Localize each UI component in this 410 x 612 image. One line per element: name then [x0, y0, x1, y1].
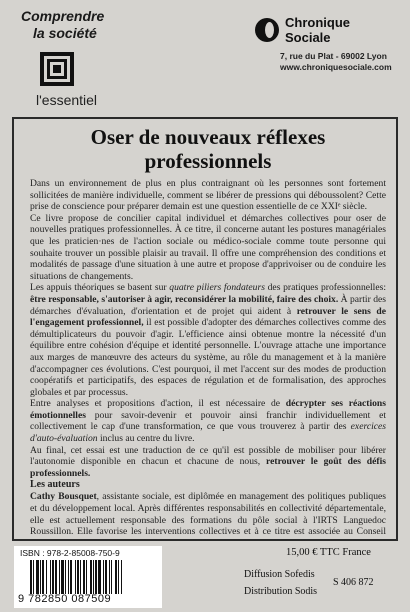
series-line-2: la société [33, 25, 97, 41]
back-cover-text-frame [12, 117, 398, 541]
book-title: Oser de nouveaux réflexes professionnels [90, 125, 326, 173]
paragraph-3: Les appuis théoriques se basent sur quatre piliers fondateurs des pratiques professionnelles: être responsable, s'autoriser à agir, reconsidérer la mobilité, faire des choix. À partir des démarches d'évaluation, d'orientation et de projet qui aident à retrouver le sens de l'engagement professionnel, il est possible d'adopter des démarches collectives comme des démultiplicateurs du pouvoir d'agir. L'efficience ainsi obtenue montre la nécessité d'un équilibre entre cohésion d'équipe et identité personnelle. L'ouvrage attache une importance aux marges de manœuvre des acteurs du système, au rôle du management et à la manière d'accompagner ces évolutions. C'est pourquoi, il met l'accent sur des modes de production coopératifs et participatifs, des espaces de régulation et de formalisation, des approches globales et par processus. [30, 282, 386, 398]
publisher-website[interactable]: www.chroniquesociale.com [280, 62, 392, 72]
price: 15,00 € TTC France [286, 547, 371, 558]
distribution-line-2: Distribution Sodis [244, 586, 318, 597]
collection-name: l'essentiel [36, 92, 98, 108]
publisher-address: 7, rue du Plat - 69002 Lyon [280, 51, 387, 61]
publisher-name: Chronique Sociale [285, 15, 350, 45]
paragraph-4: Entre analyses et propositions d'action, il est nécessaire de décrypter ses réactions émotionnelles pour savoir-devenir et pouvoir ainsi franchir individuellement et collectivement le cap d'une transformation, ce que vous trouverez à partir des exercices d'auto-évaluation inclus au centre du livre. [30, 398, 386, 445]
publisher-logo-icon [255, 18, 279, 42]
distribution-line-1: Diffusion Sofedis [244, 569, 315, 580]
barcode-icon [28, 560, 156, 594]
distribution-code: S 406 872 [333, 577, 374, 588]
barcode-digits: 9 782850 087509 [18, 593, 112, 605]
author-1-bio: Cathy Bousquet, assistante sociale, est diplômée en management des politiques publiques et du développement local. Après différentes responsabilités en collectivité départementale, elle est actuellement responsable des formations du pôle social à l'IRTS Languedoc Roussillon. Elle favorise les interventions collectives et à ce titre est associée au Conseil [30, 491, 386, 538]
publisher-info [280, 51, 410, 73]
collection-logo-icon [40, 52, 74, 86]
series-line-1: Comprendre [21, 8, 105, 24]
authors-heading: Les auteurs [30, 479, 80, 491]
isbn-label: ISBN : 978-2-85008-750-9 [20, 548, 120, 558]
series-title [21, 8, 141, 42]
paragraph-5: Au final, cet essai est une traduction de ce qu'il est possible de mobiliser pour libérer l'autonomie disponible en chacun et chacune de nous, retrouver le goût des défis professionnels. [30, 444, 386, 479]
paragraph-2: Ce livre propose de concilier capital individuel et démarches collectives pour oser de nouvelles pratiques professionnelles. À ce titre, il concerne autant les postures managériales que les praticien·nes de l'action sociale ou médico-sociale comme toute personne qui souhaite trouver un possible plaisir au travail. Il offre une compréhension des conditions et modalités de passage d'une situation à une autre et propose d'apprivoiser ou de conduire les situations de changements. [30, 212, 386, 282]
paragraph-1: Dans un environnement de plus en plus contraignant où les personnes sont fortement sollicitées de manière individuelle, comment se libérer de pressions qui déboussolent? Cette prise de conscience pour préparer demain est une question essentielle de ce XXIᵉ siècle. [30, 178, 386, 213]
